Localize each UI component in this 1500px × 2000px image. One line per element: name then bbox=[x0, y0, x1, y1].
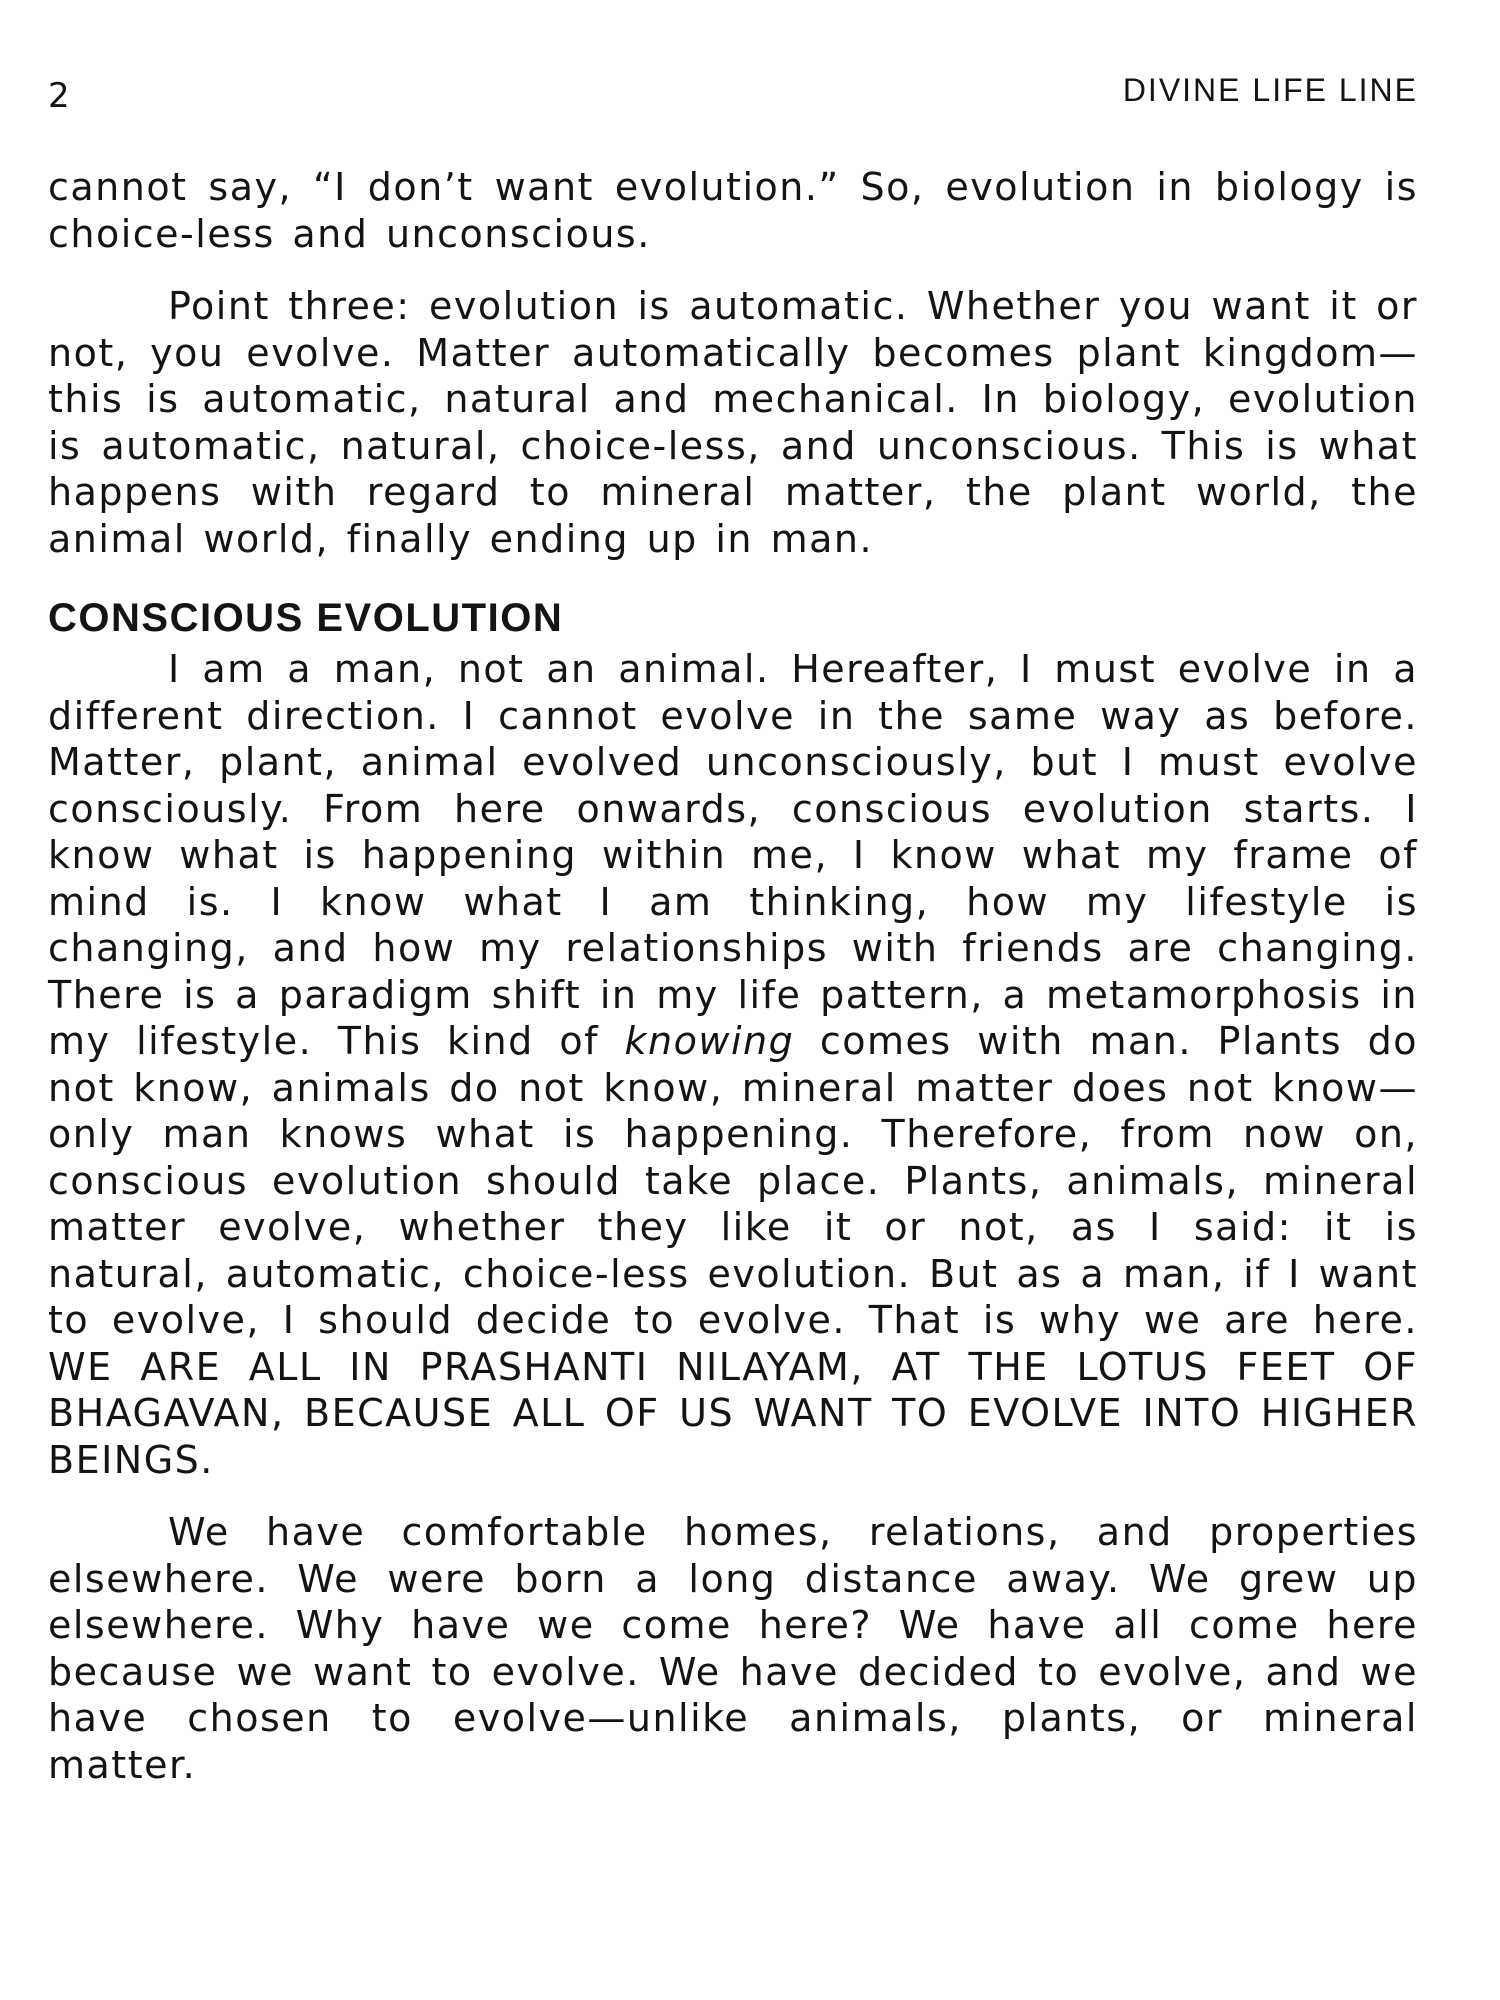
paragraph-text-part: comes with man. Plants do not know, animals do not know, mineral matter does not know—only man knows what is happening. Therefore, from now on, conscious evolution should take place. Plants, animals, mineral matter evolve, whether they like it or not, as I said: it is natural, automatic, choice-less evolution. But as a man, if I want to evolve, I should decide to evolve. That is why we are here. WE ARE ALL IN PRASHANTI NILAYAM, AT THE LOTUS FEET OF BHAGAVAN, BECAUSE ALL OF US WANT TO EVOLVE INTO HIGHER BEINGS. bbox=[48, 1019, 1418, 1482]
section-heading: CONSCIOUS EVOLUTION bbox=[48, 596, 564, 640]
page-header bbox=[48, 72, 1418, 122]
page-number: 2 bbox=[48, 76, 71, 116]
paragraph-why-here: We have comfortable homes, relations, and properties elsewhere. We were born a long distance away. We grew up elsewhere. Why have we come here? We have all come here because we want to evolve. We have decided to evolve, and we have chosen to evolve—unlike animals, plants, or mineral matter. bbox=[48, 1510, 1418, 1787]
paragraph-conscious-evolution bbox=[48, 646, 1418, 1483]
paragraph-continuation: cannot say, “I don’t want evolution.” So, evolution in biology is choice-less and unconscious. bbox=[48, 165, 1418, 256]
paragraph-text-part: I am a man, not an animal. Hereafter, I must evolve in a different direction. I cannot evolve in the same way as before. Matter, plant, animal evolved unconsciously, but I must evolve consciously. From here onwards, conscious evolution starts. I know what is happening within me, I know what my frame of mind is. I know what I am thinking, how my lifestyle is changing, and how my relationships with friends are changing. There is a paradigm shift in my life pattern, a metamorphosis in my lifestyle. This kind of bbox=[48, 647, 1418, 1063]
body-text bbox=[48, 164, 1418, 1788]
emphasized-word: knowing bbox=[624, 1019, 795, 1063]
paragraph-point-three: Point three: evolution is automatic. Whether you want it or not, you evolve. Matter automatically becomes plant kingdom—this is automatic, natural and mechanical. In biology, evolution is automatic, natural, choice-less, and unconscious. This is what happens with regard to mineral matter, the plant world, the animal world, finally ending up in man. bbox=[48, 284, 1418, 561]
book-page bbox=[48, 0, 1418, 2000]
running-head-title: DIVINE LIFE LINE bbox=[1122, 72, 1418, 108]
